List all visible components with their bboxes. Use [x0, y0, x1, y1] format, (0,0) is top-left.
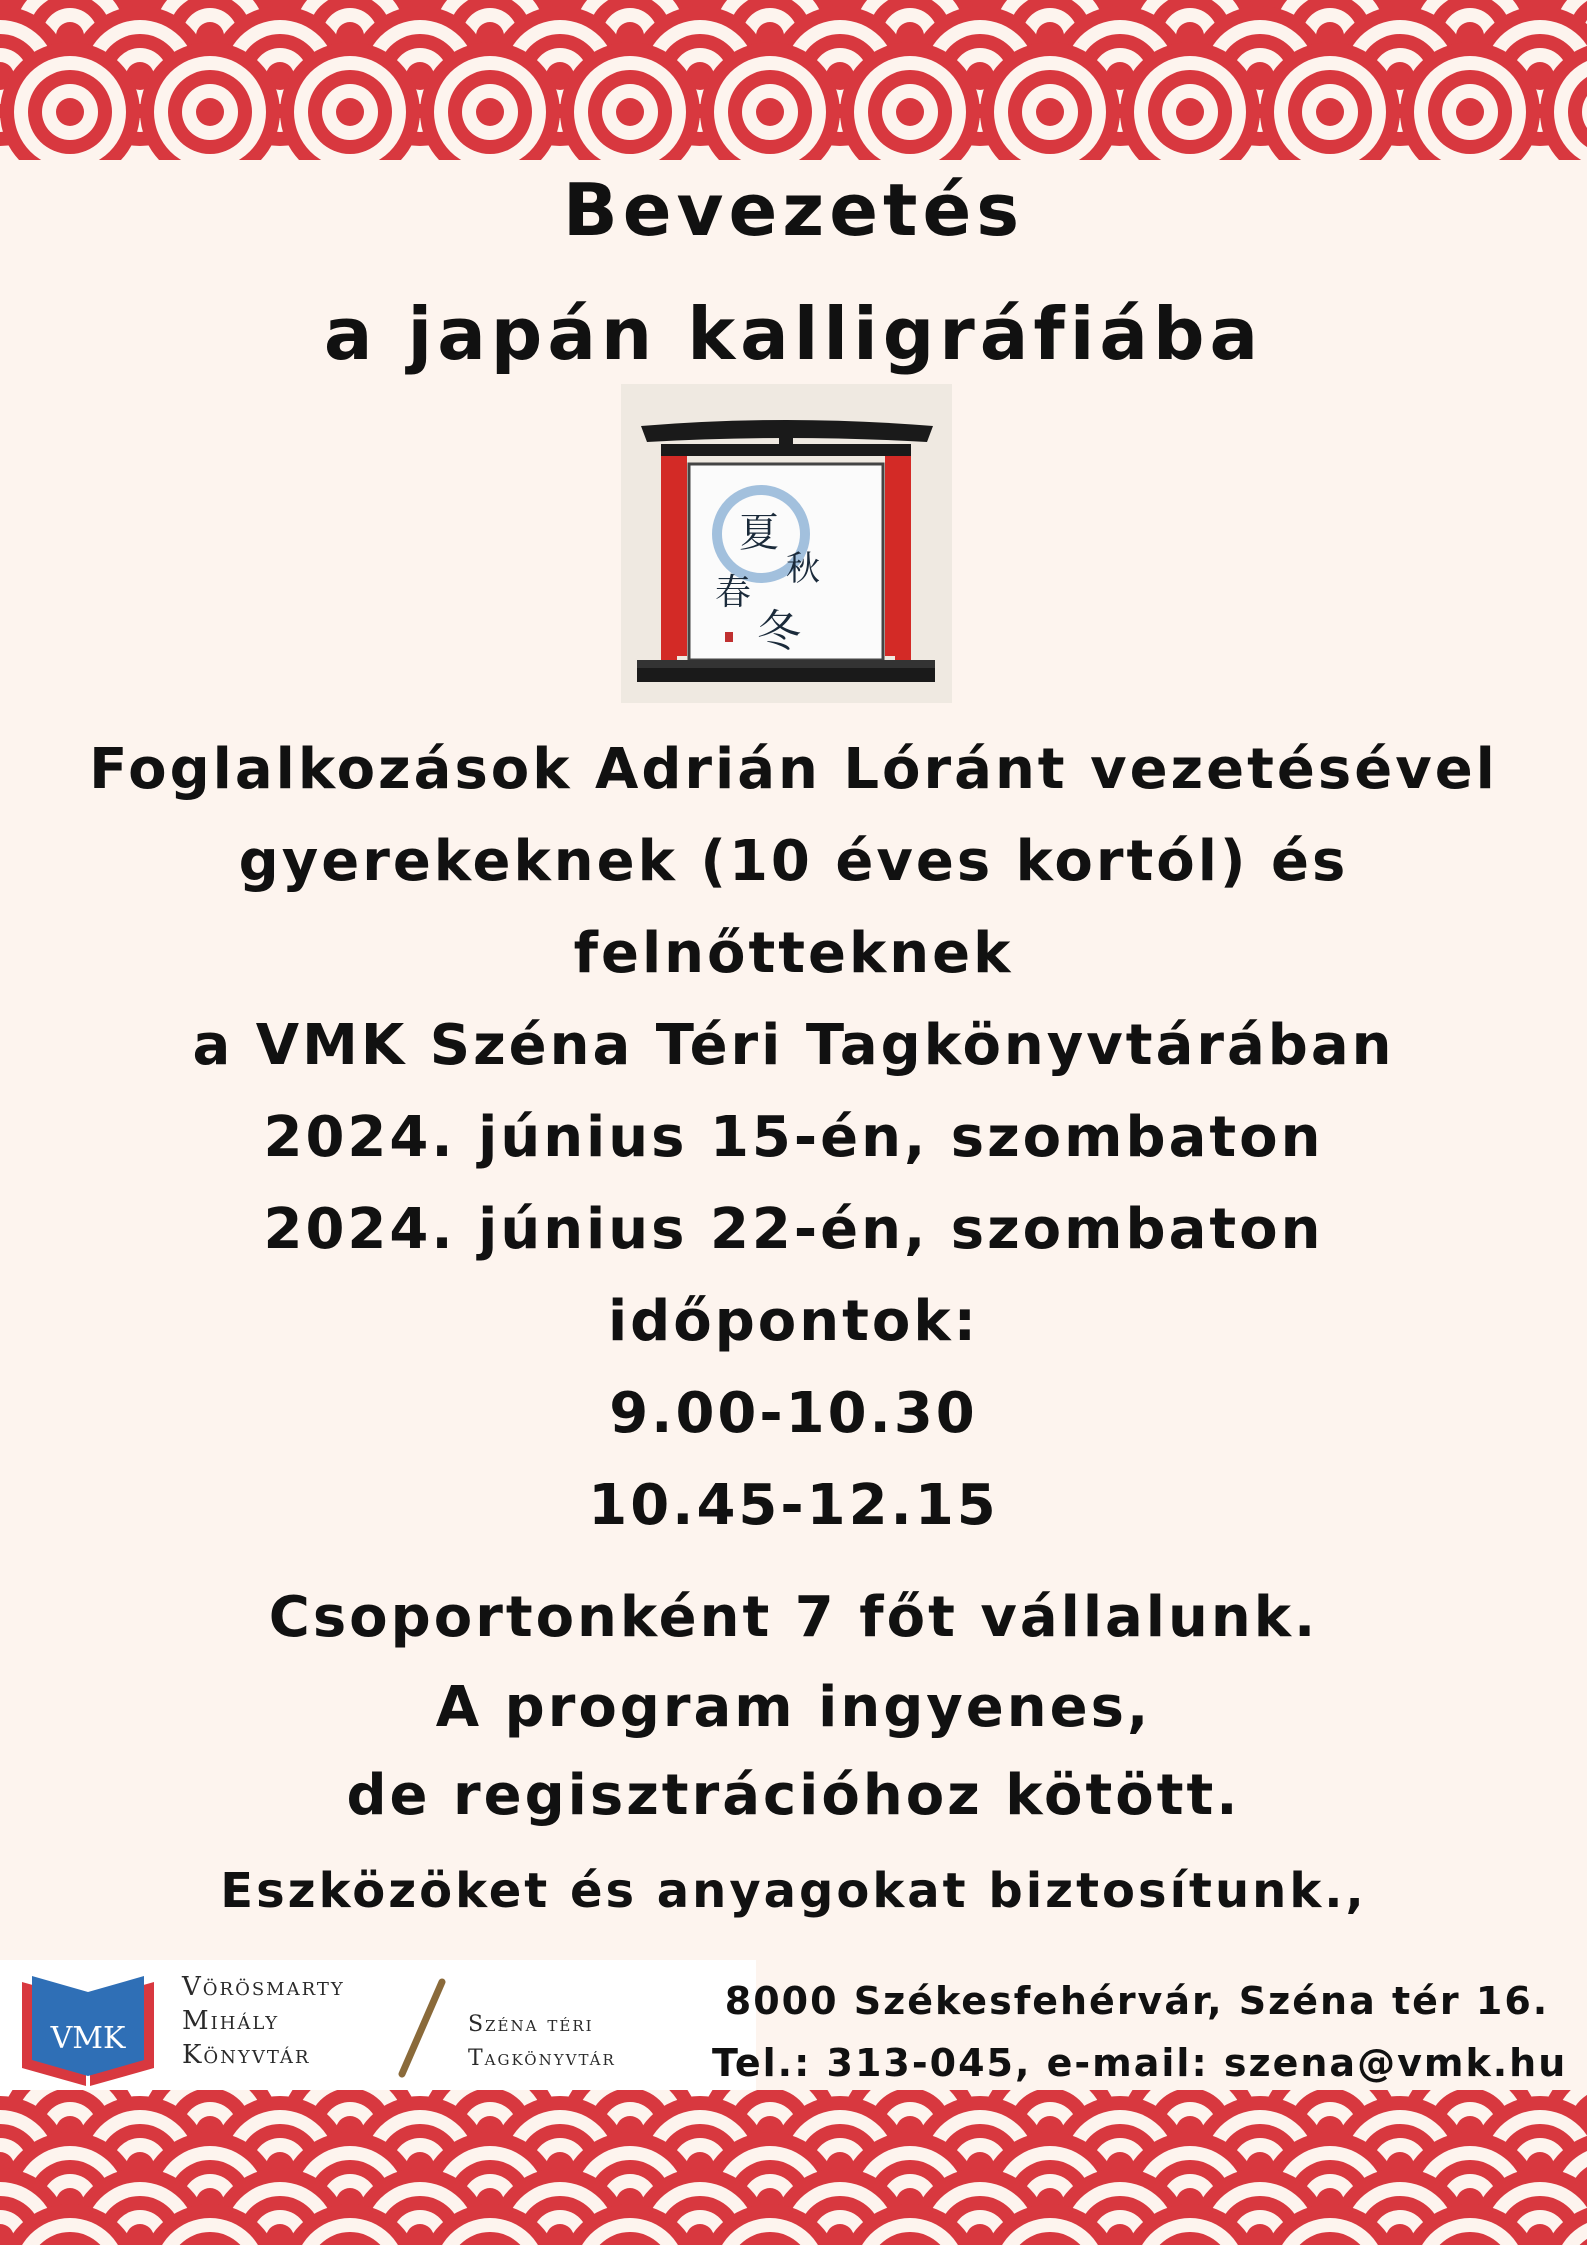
body-line-times-label: időpontok:	[607, 1289, 980, 1354]
body-line-materials: Eszközöket és anyagokat biztosítunk.,	[220, 1863, 1367, 1919]
branch-name-line-2: Tagkönyvtár	[468, 2046, 616, 2071]
body-line-registration: de regisztrációhoz kötött.	[346, 1763, 1241, 1828]
body-line-leader: Foglalkozások Adrián Lóránt vezetésével	[89, 737, 1498, 802]
kanji-winter: 冬	[757, 606, 801, 657]
page-title-line-1: Bevezetés	[562, 168, 1025, 252]
footer-contact: Tel.: 313-045, e-mail: szena@vmk.hu	[712, 2041, 1568, 2085]
body-line-time-1: 9.00-10.30	[609, 1381, 978, 1446]
footer-address: 8000 Székesfehérvár, Széna tér 16.	[724, 1979, 1550, 2023]
calligraphy-photo	[621, 384, 952, 703]
kanji-autumn: 秋	[786, 549, 820, 589]
divider-slash-icon	[392, 1978, 452, 2078]
body-line-group-size: Csoportonként 7 főt vállalunk.	[268, 1585, 1319, 1650]
branch-name-line-1: Széna téri	[468, 2012, 594, 2037]
body-line-audience: gyerekeknek (10 éves kortól) és	[238, 829, 1349, 894]
library-name-line-2: Mihály	[182, 2006, 280, 2036]
vmk-logo-icon	[18, 1972, 158, 2092]
bottom-wave-pattern	[0, 2090, 1587, 2245]
body-line-time-2: 10.45-12.15	[588, 1473, 999, 1538]
body-line-date-2: 2024. június 22-én, szombaton	[263, 1197, 1324, 1262]
body-line-venue: a VMK Széna Téri Tagkönyvtárában	[192, 1013, 1395, 1078]
body-line-date-1: 2024. június 15-én, szombaton	[263, 1105, 1324, 1170]
kanji-summer: 夏	[739, 510, 779, 556]
footer-logo-block	[0, 1960, 756, 2101]
vmk-logo-text: VMK	[50, 2021, 126, 2056]
top-wave-pattern	[0, 0, 1587, 160]
library-name	[182, 1970, 345, 2072]
kanji-spring: 春	[715, 572, 752, 613]
library-name-line-1: Vörösmarty	[182, 1972, 345, 2002]
body-line-free: A program ingyenes,	[435, 1675, 1152, 1740]
body-line-adults: felnőtteknek	[573, 921, 1014, 986]
library-name-line-3: Könyvtár	[182, 2040, 311, 2070]
branch-name	[468, 2008, 616, 2076]
page-title-line-2: a japán kalligráfiába	[323, 292, 1264, 376]
